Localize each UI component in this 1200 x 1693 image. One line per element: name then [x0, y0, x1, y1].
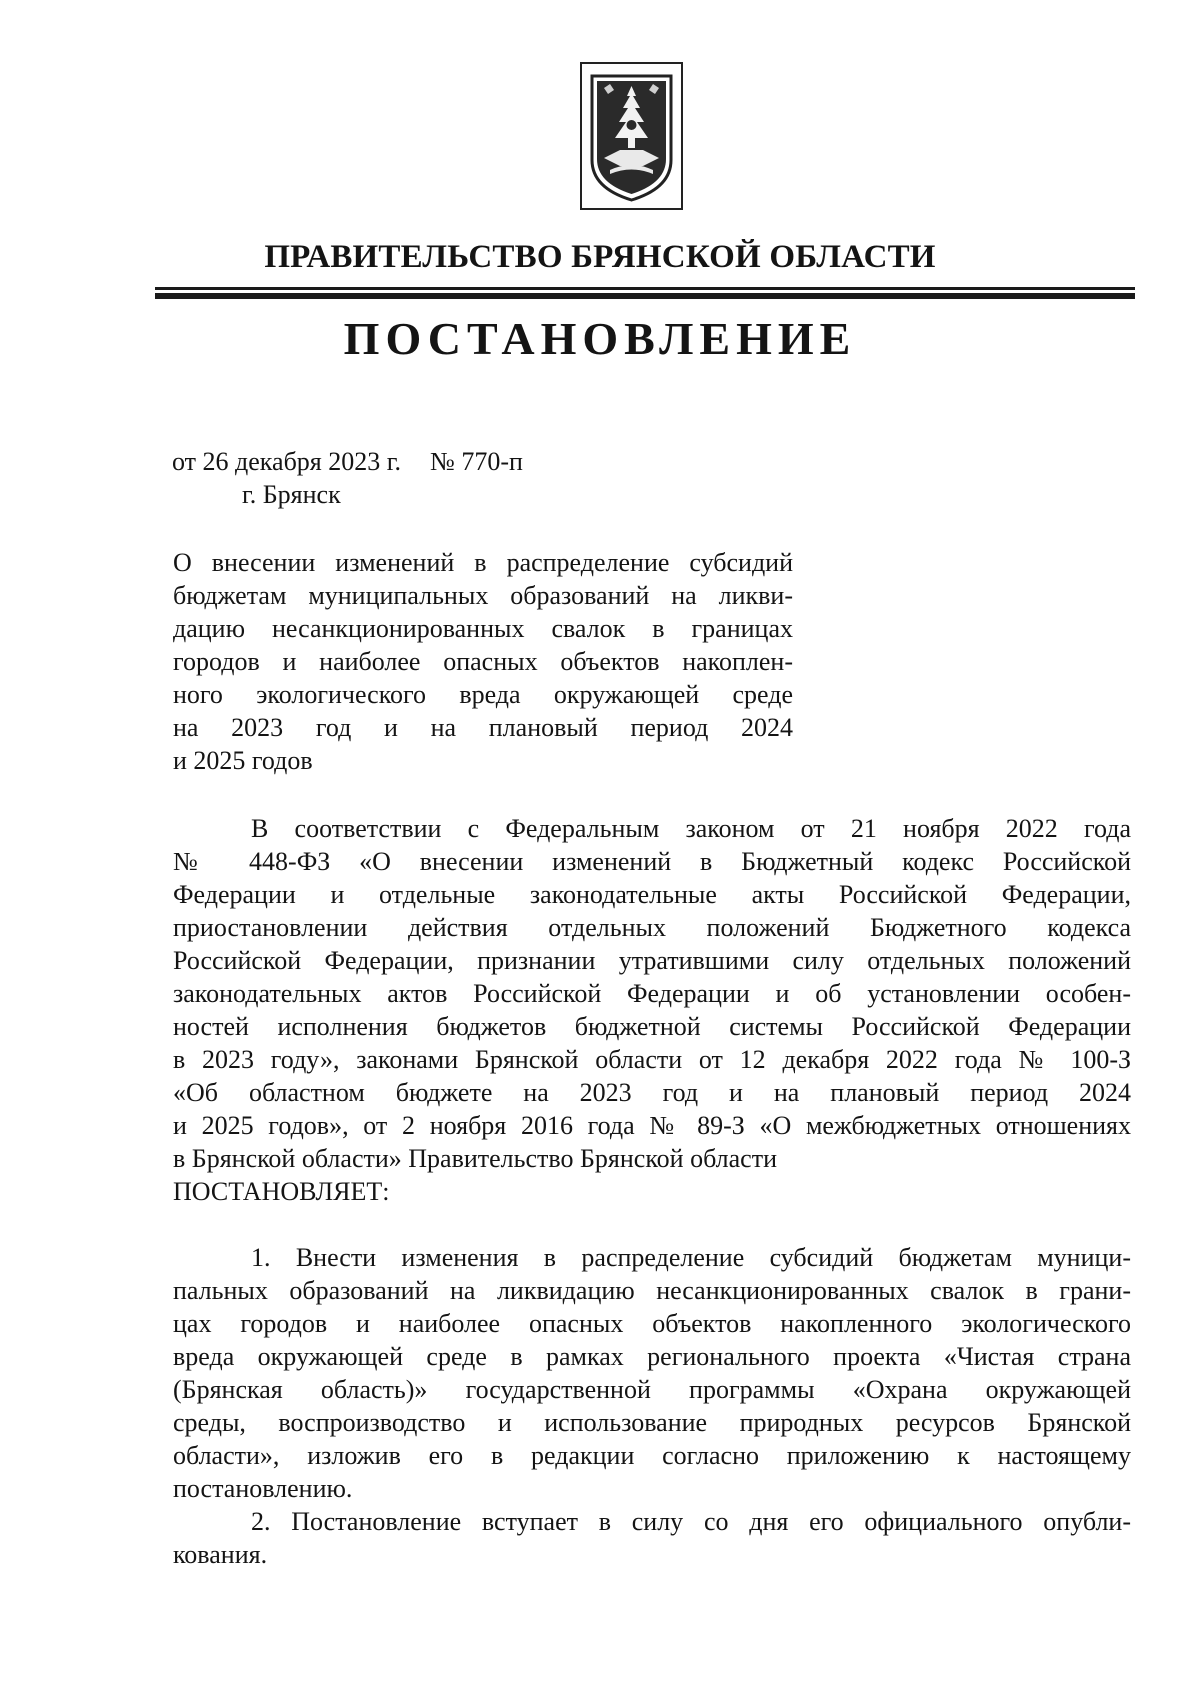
date-prefix: от: [172, 447, 197, 476]
preamble-line: Российской Федерации, признании утратившими силу отдельных положений: [173, 946, 1131, 975]
document-meta: [172, 445, 523, 511]
preamble-line: В соответствии с Федеральным законом от 21 ноября 2022 года: [251, 814, 1131, 843]
subject-line: на 2023 год и на плановый период 2024: [173, 713, 793, 742]
preamble-line: Федерации и отдельные законодательные акты Российской Федерации,: [173, 880, 1131, 909]
preamble-line: в Брянской области» Правительство Брянской области: [173, 1144, 777, 1173]
header-rule-thick: [155, 293, 1135, 299]
clause-2-line: 2. Постановление вступает в силу со дня его официального опубли-: [251, 1507, 1131, 1536]
clause-1-line: 1. Внести изменения в распределение субсидий бюджетам муници-: [251, 1243, 1131, 1272]
document-date: 26 декабря 2023 г.: [202, 447, 401, 476]
document-number: 770-п: [461, 447, 523, 476]
clause-1: [173, 1241, 1131, 1505]
clause-1-line: цах городов и наиболее опасных объектов накопленного экологического: [173, 1309, 1131, 1338]
document-subject: [173, 546, 793, 777]
document-type: ПОСТАНОВЛЕНИЕ: [343, 313, 857, 364]
clause-1-line: постановлению.: [173, 1474, 353, 1503]
subject-line: ного экологического вреда окружающей среде: [173, 680, 793, 709]
document-city: г. Брянск: [242, 480, 341, 509]
resolve-heading: ПОСТАНОВЛЯЕТ:: [173, 1177, 390, 1206]
preamble-line: «Об областном бюджете на 2023 год и на плановый период 2024: [173, 1078, 1131, 1107]
clause-1-line: области», изложив его в редакции согласно приложению к настоящему: [173, 1441, 1131, 1470]
preamble-line: приостановлении действия отдельных положений Бюджетного кодекса: [173, 913, 1131, 942]
bryansk-region-coat-of-arms-icon: [580, 62, 683, 210]
clause-1-line: вреда окружающей среде в рамках регионального проекта «Чистая страна: [173, 1342, 1131, 1371]
clause-1-line: (Брянская область)» государственной программы «Охрана окружающей: [173, 1375, 1131, 1404]
subject-line: О внесении изменений в распределение субсидий: [173, 548, 793, 577]
document-body: [173, 812, 1131, 1571]
clause-1-line: среды, воспроизводство и использование природных ресурсов Брянской: [173, 1408, 1131, 1437]
clause-2-line: кования.: [173, 1540, 268, 1569]
subject-line: и 2025 годов: [173, 746, 313, 775]
preamble-line: № 448-ФЗ «О внесении изменений в Бюджетный кодекс Российской: [173, 847, 1131, 876]
clause-2: [173, 1505, 1131, 1571]
preamble-line: и 2025 годов», от 2 ноября 2016 года № 89-З «О межбюджетных отношениях: [173, 1111, 1131, 1140]
preamble-line: ностей исполнения бюджетов бюджетной системы Российской Федерации: [173, 1012, 1131, 1041]
subject-line: бюджетам муниципальных образований на ликви-: [173, 581, 793, 610]
coat-of-arms: [580, 62, 683, 210]
clause-1-line: пальных образований на ликвидацию несанкционированных свалок в грани-: [173, 1276, 1131, 1305]
number-sign: №: [430, 447, 455, 476]
header-rule-thin: [155, 287, 1135, 290]
government-title: ПРАВИТЕЛЬСТВО БРЯНСКОЙ ОБЛАСТИ: [264, 239, 936, 275]
subject-line: дацию несанкционированных свалок в границах: [173, 614, 793, 643]
subject-line: городов и наиболее опасных объектов накоплен-: [173, 647, 793, 676]
preamble-paragraph: [173, 812, 1131, 1175]
preamble-line: законодательных актов Российской Федерации и об установлении особен-: [173, 979, 1131, 1008]
preamble-line: в 2023 году», законами Брянской области от 12 декабря 2022 года № 100-З: [173, 1045, 1131, 1074]
